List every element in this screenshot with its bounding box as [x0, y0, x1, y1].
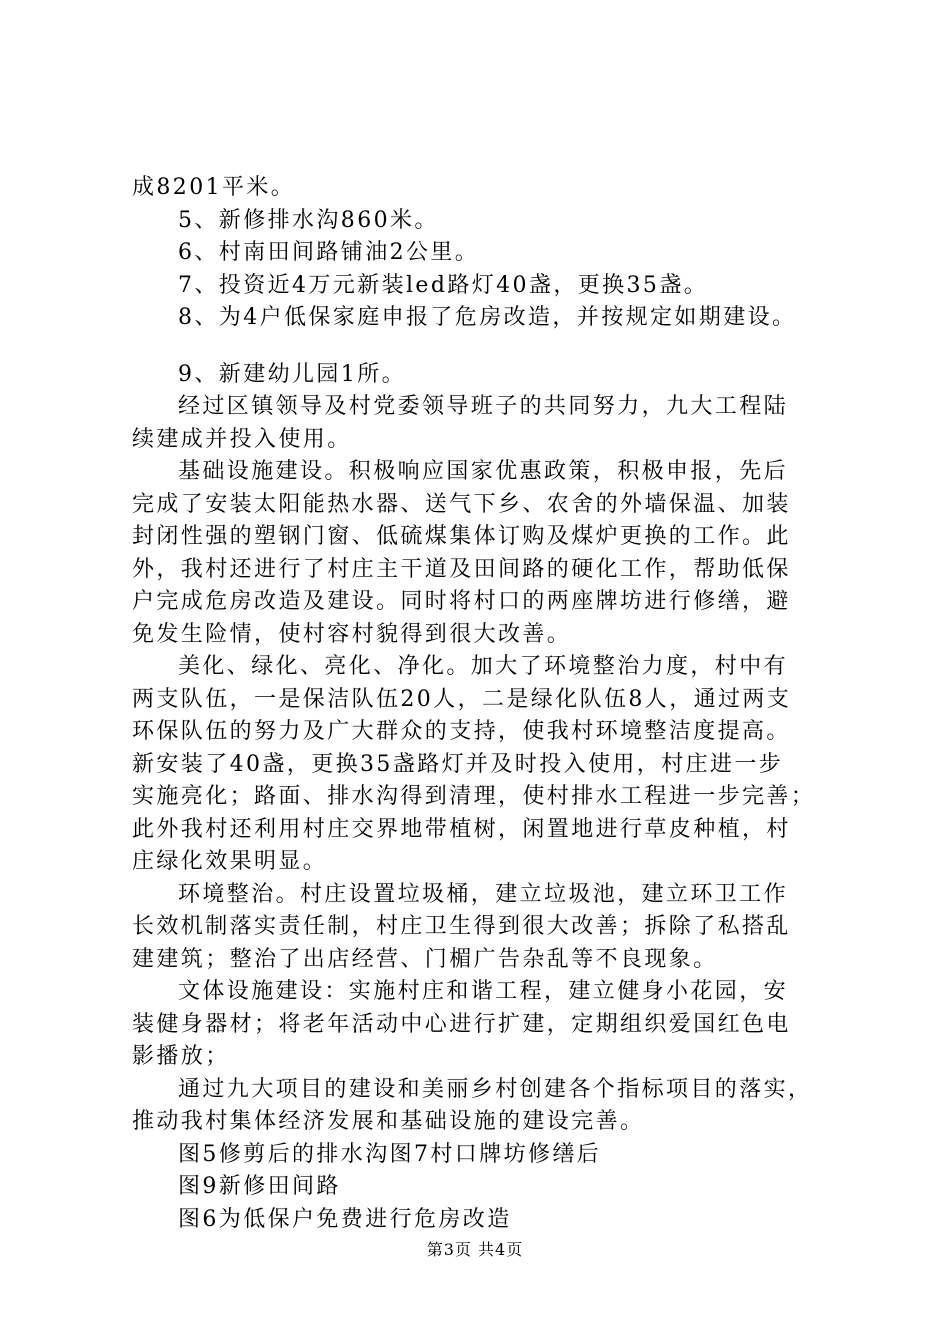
paragraph-summary-line-1: 经过区镇领导及村党委领导班子的共同努力，九大工程陆 — [178, 394, 789, 419]
paragraph-beautify-line-6: 此外我村还利用村庄交界地带植树，闲置地进行草皮种植，村 — [132, 816, 791, 842]
paragraph-environment-line-1: 环境整治。村庄设置垃圾桶，建立垃圾池，建立环卫工作 — [178, 881, 789, 907]
paragraph-environment-line-3: 建建筑；整治了出店经营、门楣广告杂乱等不良现象。 — [132, 946, 718, 972]
paragraph-infrastructure-line-4: 外，我村还进行了村庄主干道及田间路的硬化工作，帮助低保 — [132, 556, 791, 582]
paragraph-beautify-line-4: 新安装了40盏，更换35盏路灯并及时投入使用，村庄进一步 — [132, 751, 784, 777]
figure-caption-2: 图9新修田间路 — [178, 1174, 341, 1199]
paragraph-infrastructure-line-2: 完成了安装太阳能热水器、送气下乡、农舍的外墙保温、加装 — [132, 491, 791, 517]
paragraph-summary-line-2: 续建成并投入使用。 — [132, 426, 352, 452]
figure-caption-3: 图6为低保户免费进行危房改造 — [178, 1206, 512, 1232]
paragraph-conclusion-line-1: 通过九大项目的建设和美丽乡村创建各个指标项目的落实， — [178, 1076, 813, 1102]
paragraph-infrastructure-line-5: 户完成危房改造及建设。同时将村口的两座牌坊进行修缮，避 — [132, 589, 791, 614]
list-item-9: 9、新建幼儿园1所。 — [178, 361, 406, 387]
page-footer — [0, 1240, 950, 1260]
paragraph-beautify-line-1: 美化、绿化、亮化、净化。加大了环境整治力度，村中有 — [178, 654, 789, 679]
paragraph-beautify-line-5: 实施亮化；路面、排水沟得到清理，使村排水工程进一步完善； — [132, 784, 816, 809]
list-item-8: 8、为4户低保家庭申报了危房改造，并按规定如期建设。 — [178, 305, 797, 330]
list-item-7: 7、投资近4万元新装led路灯40盏，更换35盏。 — [178, 272, 709, 298]
paragraph-beautify-line-7: 庄绿化效果明显。 — [132, 849, 328, 874]
text-line-continuation: 成8201平米。 — [132, 175, 296, 200]
paragraph-conclusion-line-2: 推动我村集体经济发展和基础设施的建设完善。 — [132, 1109, 645, 1134]
paragraph-culture-line-1: 文体设施建设：实施村庄和谐工程，建立健身小花园，安 — [178, 979, 789, 1004]
figure-caption-1: 图5修剪后的排水沟图7村口牌坊修缮后 — [178, 1141, 602, 1167]
paragraph-gap — [132, 335, 832, 359]
paragraph-infrastructure-line-1: 基础设施建设。积极响应国家优惠政策，积极申报，先后 — [178, 459, 789, 484]
list-item-6: 6、村南田间路铺油2公里。 — [178, 240, 480, 265]
paragraph-culture-line-2: 装健身器材；将老年活动中心进行扩建，定期组织爱国红色电 — [132, 1011, 791, 1037]
paragraph-culture-line-3: 影播放； — [132, 1044, 230, 1069]
page-number: 第3页 共4页 — [426, 1240, 524, 1259]
paragraph-infrastructure-line-6: 免发生险情，使村容村貌得到很大改善。 — [132, 621, 572, 647]
paragraph-beautify-line-2: 两支队伍，一是保洁队伍20人，二是绿化队伍8人，通过两支 — [132, 686, 792, 712]
paragraph-environment-line-2: 长效机制落实责任制，村庄卫生得到很大改善；拆除了私搭乱 — [132, 914, 791, 939]
paragraph-beautify-line-3: 环保队伍的努力及广大群众的支持，使我村环境整洁度提高。 — [132, 719, 791, 744]
document-body — [132, 172, 832, 1236]
list-item-5: 5、新修排水沟860米。 — [178, 207, 439, 233]
paragraph-infrastructure-line-3: 封闭性强的塑钢门窗、低硫煤集体订购及煤炉更换的工作。此 — [132, 524, 791, 549]
